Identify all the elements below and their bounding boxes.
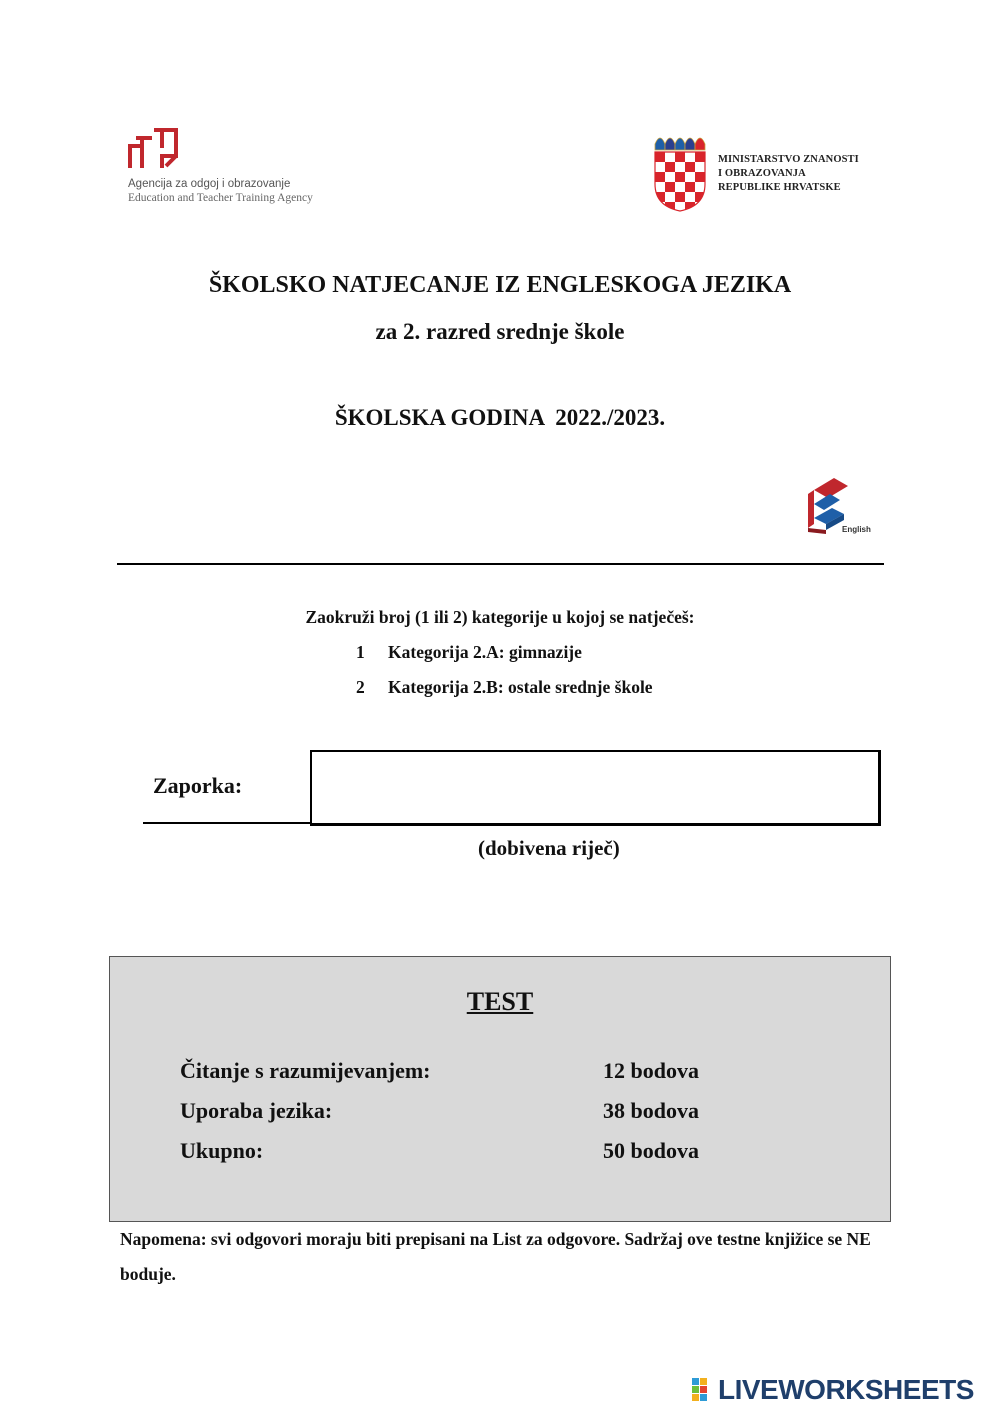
test-heading: TEST [466,987,534,1016]
ministry-logo [652,132,892,214]
category-2-number[interactable]: 2 [356,677,365,697]
agency-name-en: Education and Teacher Training Agency [128,192,313,204]
test-row-label: Uporaba jezika: [180,1098,333,1123]
test-row-points: 38 bodova [603,1098,699,1123]
agency-name-hr: Agencija za odgoj i obrazovanje [128,178,291,190]
category-1-number[interactable]: 1 [356,642,365,662]
test-row-label: Ukupno: [180,1138,264,1163]
test-row-label: Čitanje s razumijevanjem: [180,1058,431,1083]
zaporka-hint: (dobivena riječ) [478,836,620,860]
page-title: ŠKOLSKO NATJECANJE IZ ENGLESKOGA JEZIKA [208,272,792,298]
page-subtitle: za 2. razred srednje škole [375,319,625,344]
school-year: ŠKOLSKA GODINA 2022./2023. [334,405,666,430]
ministry-line-1: MINISTARSTVO ZNANOSTI [718,154,859,165]
test-row-points: 50 bodova [603,1138,699,1163]
croatian-coat-of-arms-icon [652,132,708,212]
azoo-logo [126,126,346,210]
english-logo-label: English [842,525,871,534]
category-1-label: Kategorija 2.A: gimnazije [388,642,582,662]
watermark-text: LIVEWORKSHEETS [718,1374,974,1405]
ministry-line-3: REPUBLIKE HRVATSKE [718,182,841,193]
test-summary-box [109,956,891,1222]
azoo-logo-mark-icon [126,126,182,168]
test-row-points: 12 bodova [603,1058,699,1083]
note-text: Napomena: svi odgovori moraju biti prepisani na List za odgovore. Sadržaj ove testne knjižice se NE boduje. [120,1229,871,1284]
category-2-label: Kategorija 2.B: ostale srednje škole [388,677,653,697]
category-instruction: Zaokruži broj (1 ili 2) kategorije u kojoj se natječeš: [305,607,695,627]
zaporka-underline [143,822,310,824]
zaporka-label: Zaporka: [153,773,243,798]
liveworksheets-logo-icon [692,1378,716,1402]
section-divider [117,563,884,565]
zaporka-input[interactable] [310,750,881,826]
liveworksheets-watermark [692,1374,992,1406]
ministry-line-2: I OBRAZOVANJA [718,168,806,179]
